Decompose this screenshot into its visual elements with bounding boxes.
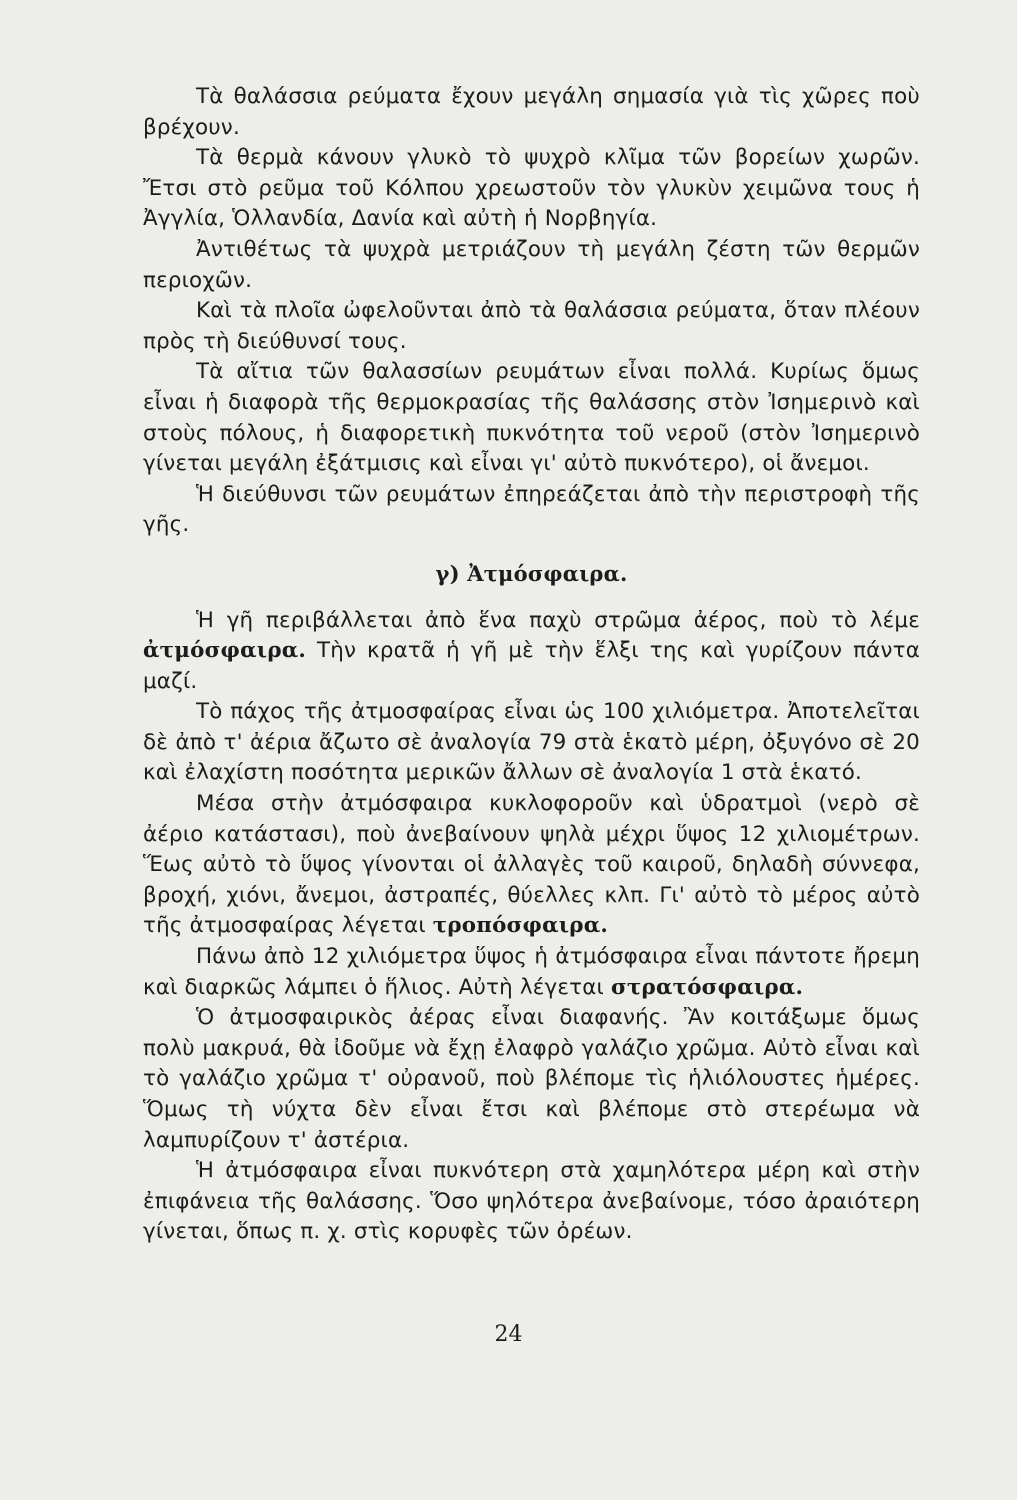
paragraph-ships: Καὶ τὰ πλοῖα ὠφελοῦνται ἀπὸ τὰ θαλάσσια ρεύματα, ὅταν πλέουν πρὸς τὴ διεύθυνσί τους. xyxy=(143,298,920,354)
paragraph-troposphere xyxy=(143,789,920,942)
term-atmosphere: ἀτμόσφαιρα. xyxy=(143,638,307,664)
section-heading: γ) Ἀτμόσφαιρα. xyxy=(435,560,628,586)
text-segment: Μέσα στὴν ἀτμόσφαιρα κυκλοφοροῦν καὶ ὑδρατμοὶ (νερὸ σὲ ἀέριο κατάστασι), ποὺ ἀνεβαίνουν ψηλὰ μέχρι ὕψος 12 χιλιομέτρων. Ἕως αὐτὸ τὸ ὕψος γίνονται οἱ ἀλλαγὲς τοῦ καιροῦ, δηλαδὴ σύννεφα, βροχή, χιόνι, ἄνεμοι, ἀστραπές, θύελλες κλπ. Γι' αὐτὸ τὸ μέρος αὐτὸ τῆς ἀτμοσφαίρας λέγεται xyxy=(143,791,920,939)
paragraph-causes: Τὰ αἴτια τῶν θαλασσίων ρευμάτων εἶναι πολλά. Κυρίως ὅμως εἶναι ἡ διαφορὰ τῆς θερμοκρασίας τῆς θαλάσσης στὸν Ἰσημερινὸ καὶ στοὺς πόλους, ἡ διαφορετικὴ πυκνότητα τοῦ νεροῦ (στὸν Ἰσημερινὸ γίνεται μεγάλη ἐξάτμισις καὶ εἶναι γι' αὐτὸ πυκνότερο), οἱ ἄνεμοι. xyxy=(143,359,920,477)
text-segment: Πάνω ἀπὸ 12 χιλιόμετρα ὕψος ἡ ἀτμόσφαιρα εἶναι πάντοτε ἤρεμη καὶ διαρκῶς λάμπει ὁ ἥλιος. Αὐτὴ λέγεται xyxy=(143,944,920,1000)
term-troposphere: τροπόσφαιρα. xyxy=(432,913,609,939)
paragraph-stratosphere xyxy=(143,942,920,1003)
paragraph-rotation: Ἡ διεύθυνσι τῶν ρευμάτων ἐπηρεάζεται ἀπὸ τὴν περιστροφὴ τῆς γῆς. xyxy=(143,481,920,538)
paragraph-currents-importance: Τὰ θαλάσσια ρεύματα ἔχουν μεγάλη σημασία γιὰ τὶς χῶρες ποὺ βρέχουν. xyxy=(143,84,920,140)
term-stratosphere: στρατόσφαιρα. xyxy=(610,974,804,1000)
paragraph-thickness: Τὸ πάχος τῆς ἀτμοσφαίρας εἶναι ὡς 100 χιλιόμετρα. Ἀποτελεῖται δὲ ἀπὸ τ' ἀέρια ἄζωτο σὲ ἀναλογία 79 στὰ ἑκατὸ μέρη, ὀξυγόνο σὲ 20 καὶ ἐλαχίστη ποσότητα μερικῶν ἄλλων σὲ ἀναλογία 1 στὰ ἑκατό. xyxy=(143,699,920,786)
page-number: 24 xyxy=(494,1322,523,1347)
text-segment: Ἡ γῆ περιβάλλεται ἀπὸ ἕνα παχὺ στρῶμα ἀέρος, ποὺ τὸ λέμε xyxy=(196,607,920,633)
page-text xyxy=(143,82,920,1248)
text-segment: Τὴν κρατᾶ ἡ γῆ μὲ τὴν ἕλξι της καὶ γυρίζουν πάντα μαζί. xyxy=(143,638,920,694)
paragraph-warm-currents: Τὰ θερμὰ κάνουν γλυκὸ τὸ ψυχρὸ κλῖμα τῶν βορείων χωρῶν. Ἔτσι στὸ ρεῦμα τοῦ Κόλπου χρεωστοῦν τὸν γλυκὺν χειμῶνα τους ἡ Ἀγγλία, Ὁλλανδία, Δανία καὶ αὐτὴ ἡ Νορβηγία. xyxy=(143,145,920,232)
paragraph-sky-color: Ὁ ἀτμοσφαιρικὸς ἀέρας εἶναι διαφανής. Ἂν κοιτάξωμε ὅμως πολὺ μακρυά, θὰ ἰδοῦμε νὰ ἔχῃ ἐλαφρὸ γαλάζιο χρῶμα. Αὐτὸ εἶναι καὶ τὸ γαλάζιο χρῶμα τ' οὐρανοῦ, ποὺ βλέπομε τὶς ἡλιόλουστες ἡμέρες. Ὅμως τὴ νύχτα δὲν εἶναι ἔτσι καὶ βλέπομε στὸ στερέωμα νὰ λαμπυρίζουν τ' ἀστέρια. xyxy=(143,1005,920,1153)
paragraph-cold-currents: Ἀντιθέτως τὰ ψυχρὰ μετριάζουν τὴ μεγάλη ζέστη τῶν θερμῶν περιοχῶν. xyxy=(143,236,920,293)
paragraph-density: Ἡ ἀτμόσφαιρα εἶναι πυκνότερη στὰ χαμηλότερα μέρη καὶ στὴν ἐπιφάνεια τῆς θαλάσσης. Ὅσο ψηλότερα ἀνεβαίνομε, τόσο ἀραιότερη γίνεται, ὅπως π. χ. στὶς κορυφὲς τῶν ὀρέων. xyxy=(143,1158,920,1245)
paragraph-atmosphere-definition xyxy=(143,606,920,698)
